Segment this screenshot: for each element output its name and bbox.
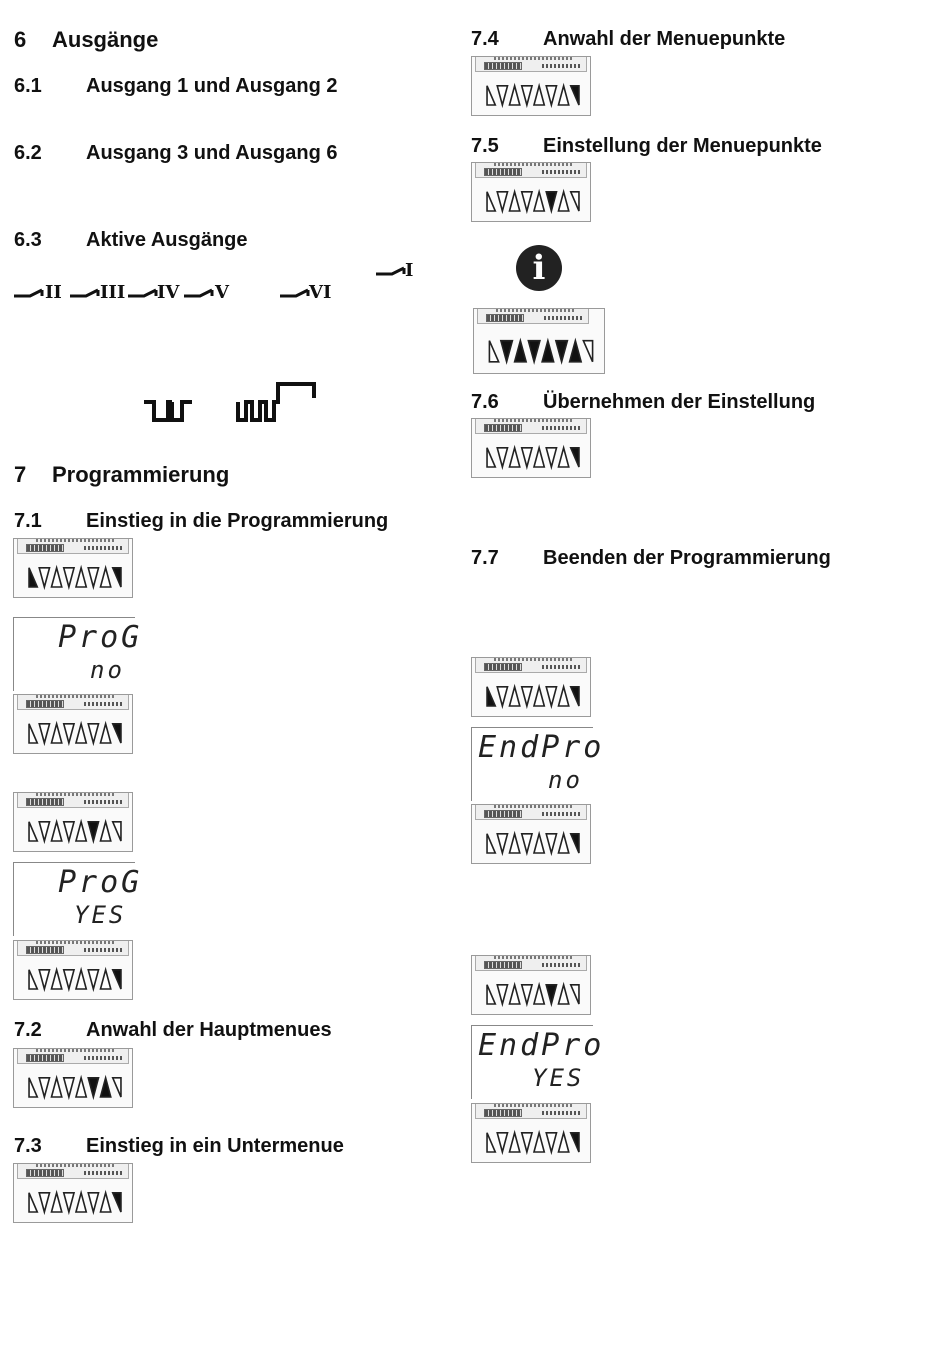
- keypad-key-7: [558, 448, 568, 467]
- heading-7-6: [471, 392, 815, 412]
- section-title: Einstieg in die Programmierung: [86, 510, 389, 532]
- keypad-keys: [472, 419, 592, 479]
- keypad-key-4: [64, 1193, 74, 1212]
- keypad-panel: [13, 1048, 133, 1108]
- keypad-panel: [471, 657, 591, 717]
- section-title: Programmierung: [52, 462, 230, 487]
- keypad-key-3: [515, 341, 527, 362]
- display-line-1: EndPro: [478, 730, 605, 765]
- section-title: Einstieg in ein Untermenue: [86, 1135, 344, 1157]
- keypad-key-8: [113, 822, 121, 841]
- keypad-key-3: [51, 1193, 61, 1212]
- section-number: 7.2: [14, 1019, 42, 1041]
- keypad-key-6: [88, 724, 98, 743]
- keypad-key-3: [509, 86, 519, 105]
- keypad-key-1: [29, 568, 37, 587]
- keypad-key-8: [571, 1133, 579, 1152]
- keypad-key-5: [534, 86, 544, 105]
- keypad-key-4: [64, 1078, 74, 1097]
- keypad-key-4: [528, 341, 540, 362]
- keypad-key-5: [534, 985, 544, 1004]
- section-number: 7.4: [471, 28, 499, 50]
- keypad-key-7: [558, 985, 568, 1004]
- output-label-2: II: [45, 282, 62, 303]
- heading-7-4: [471, 29, 785, 49]
- keypad-keys: [14, 1049, 134, 1109]
- output-label-1: I: [405, 260, 414, 280]
- section-number: 6.2: [14, 142, 42, 164]
- pulse-signal-icons: [142, 380, 322, 424]
- display-line-2: YES: [532, 1064, 585, 1092]
- keypad-keys: [14, 695, 134, 755]
- keypad-key-4: [64, 970, 74, 989]
- keypad-key-4: [522, 1133, 532, 1152]
- keypad-key-1: [487, 687, 495, 706]
- keypad-keys: [14, 793, 134, 853]
- keypad-key-3: [509, 192, 519, 211]
- keypad-key-5: [76, 822, 86, 841]
- keypad-key-1: [487, 448, 495, 467]
- keypad-key-2: [497, 86, 507, 105]
- keypad-keys: [14, 941, 134, 1001]
- keypad-panel: [471, 56, 591, 116]
- keypad-key-7: [558, 192, 568, 211]
- keypad-key-1: [489, 341, 498, 362]
- keypad-key-6: [88, 970, 98, 989]
- keypad-key-6: [546, 834, 556, 853]
- keypad-key-3: [509, 834, 519, 853]
- keypad-key-1: [29, 1193, 37, 1212]
- keypad-key-2: [39, 724, 49, 743]
- section-number: 6.3: [14, 229, 42, 251]
- display-line-2: no: [548, 766, 583, 794]
- output-label-6: VI: [309, 282, 332, 303]
- keypad-keys: [472, 57, 592, 117]
- keypad-key-6: [546, 86, 556, 105]
- keypad-key-4: [522, 834, 532, 853]
- section-number: 7.1: [14, 510, 42, 532]
- keypad-key-3: [509, 687, 519, 706]
- keypad-key-2: [39, 568, 49, 587]
- section-title: Beenden der Programmierung: [543, 547, 831, 569]
- keypad-key-3: [51, 1078, 61, 1097]
- lcd-display-prog-no: [13, 617, 143, 691]
- keypad-key-6: [546, 1133, 556, 1152]
- keypad-key-1: [29, 724, 37, 743]
- heading-7: [14, 464, 229, 486]
- display-line-2: no: [90, 656, 125, 684]
- heading-7-7: [471, 548, 831, 568]
- keypad-key-6: [546, 192, 556, 211]
- keypad-key-7: [100, 724, 110, 743]
- keypad-key-1: [487, 834, 495, 853]
- keypad-key-2: [39, 822, 49, 841]
- keypad-panel: [471, 418, 591, 478]
- section-number: 7.6: [471, 391, 499, 413]
- heading-7-3: [14, 1136, 344, 1156]
- output-1-symbol: [374, 256, 424, 280]
- keypad-key-3: [509, 985, 519, 1004]
- keypad-key-8: [113, 724, 121, 743]
- section-number: 7.7: [471, 547, 499, 569]
- keypad-key-7: [100, 568, 110, 587]
- output-label-5: V: [215, 282, 229, 303]
- keypad-keys: [472, 658, 592, 718]
- keypad-key-1: [487, 192, 495, 211]
- keypad-key-2: [497, 985, 507, 1004]
- keypad-key-7: [558, 1133, 568, 1152]
- keypad-panel: [13, 1163, 133, 1223]
- section-number: 7.5: [471, 135, 499, 157]
- keypad-key-8: [113, 1193, 121, 1212]
- keypad-key-4: [64, 822, 74, 841]
- keypad-keys: [472, 1104, 592, 1164]
- lcd-display-prog-yes: [13, 862, 143, 936]
- section-number: 7.3: [14, 1135, 42, 1157]
- keypad-panel: [13, 792, 133, 852]
- heading-6-3: [14, 230, 248, 250]
- keypad-key-5: [534, 192, 544, 211]
- keypad-key-1: [29, 970, 37, 989]
- output-label-4: IV: [157, 282, 180, 303]
- keypad-key-2: [39, 970, 49, 989]
- keypad-key-5: [542, 341, 554, 362]
- keypad-panel: [471, 1103, 591, 1163]
- section-title: Übernehmen der Einstellung: [543, 391, 816, 413]
- keypad-panel: [13, 538, 133, 598]
- keypad-key-7: [558, 834, 568, 853]
- section-title: Ausgänge: [52, 27, 159, 52]
- section-title: Anwahl der Menuepunkte: [543, 28, 786, 50]
- heading-6: [14, 29, 158, 51]
- keypad-key-2: [497, 448, 507, 467]
- section-number: 6: [14, 27, 27, 52]
- keypad-key-4: [522, 86, 532, 105]
- heading-6-1: [14, 76, 338, 96]
- keypad-key-8: [571, 448, 579, 467]
- keypad-key-6: [88, 822, 98, 841]
- keypad-panel: [471, 162, 591, 222]
- keypad-key-7: [100, 970, 110, 989]
- keypad-key-2: [39, 1193, 49, 1212]
- keypad-key-1: [487, 86, 495, 105]
- keypad-key-5: [534, 1133, 544, 1152]
- keypad-key-8: [113, 1078, 121, 1097]
- keypad-key-5: [76, 1078, 86, 1097]
- keypad-key-7: [100, 822, 110, 841]
- heading-7-5: [471, 136, 822, 156]
- section-title: Ausgang 1 und Ausgang 2: [86, 75, 338, 97]
- lcd-display-endpro-yes: [471, 1025, 605, 1099]
- keypad-panel: [473, 308, 605, 374]
- active-outputs-symbols: [12, 278, 452, 308]
- keypad-key-5: [534, 834, 544, 853]
- keypad-key-7: [100, 1078, 110, 1097]
- keypad-key-1: [487, 985, 495, 1004]
- display-line-1: ProG: [58, 620, 143, 655]
- keypad-key-2: [497, 687, 507, 706]
- keypad-key-3: [509, 448, 519, 467]
- lcd-display-endpro-no: [471, 727, 605, 801]
- keypad-key-8: [571, 985, 579, 1004]
- keypad-key-3: [509, 1133, 519, 1152]
- keypad-key-5: [534, 687, 544, 706]
- keypad-key-3: [51, 724, 61, 743]
- info-icon: i: [516, 245, 562, 291]
- section-title: Ausgang 3 und Ausgang 6: [86, 142, 338, 164]
- keypad-key-8: [571, 834, 579, 853]
- section-title: Einstellung der Menuepunkte: [543, 135, 822, 157]
- keypad-key-8: [571, 86, 579, 105]
- section-number: 6.1: [14, 75, 42, 97]
- keypad-keys: [474, 309, 606, 375]
- heading-7-1: [14, 511, 388, 531]
- keypad-key-8: [583, 341, 592, 362]
- keypad-key-2: [497, 192, 507, 211]
- heading-6-2: [14, 143, 338, 163]
- keypad-key-8: [571, 687, 579, 706]
- keypad-key-4: [522, 687, 532, 706]
- keypad-key-2: [39, 1078, 49, 1097]
- keypad-key-7: [558, 86, 568, 105]
- keypad-panel: [471, 804, 591, 864]
- display-line-1: EndPro: [478, 1028, 605, 1063]
- display-line-2: YES: [74, 901, 127, 929]
- keypad-key-3: [51, 970, 61, 989]
- display-line-1: ProG: [58, 865, 143, 900]
- section-title: Anwahl der Hauptmenues: [86, 1019, 332, 1041]
- heading-7-2: [14, 1020, 332, 1040]
- keypad-key-6: [88, 1078, 98, 1097]
- keypad-key-6: [88, 568, 98, 587]
- section-number: 7: [14, 462, 27, 487]
- keypad-key-1: [29, 1078, 37, 1097]
- keypad-keys: [14, 539, 134, 599]
- keypad-key-8: [113, 568, 121, 587]
- keypad-key-1: [29, 822, 37, 841]
- keypad-key-6: [546, 687, 556, 706]
- keypad-key-7: [558, 687, 568, 706]
- keypad-key-6: [546, 985, 556, 1004]
- keypad-key-4: [64, 568, 74, 587]
- keypad-key-5: [76, 970, 86, 989]
- keypad-key-3: [51, 568, 61, 587]
- keypad-keys: [472, 956, 592, 1016]
- keypad-key-2: [497, 834, 507, 853]
- keypad-key-7: [570, 341, 582, 362]
- keypad-key-4: [522, 985, 532, 1004]
- keypad-key-4: [522, 448, 532, 467]
- keypad-key-5: [76, 1193, 86, 1212]
- keypad-panel: [13, 694, 133, 754]
- keypad-key-6: [546, 448, 556, 467]
- output-label-3: III: [100, 282, 126, 303]
- keypad-key-5: [76, 568, 86, 587]
- keypad-key-5: [534, 448, 544, 467]
- keypad-key-4: [64, 724, 74, 743]
- keypad-key-5: [76, 724, 86, 743]
- keypad-keys: [472, 163, 592, 223]
- keypad-keys: [472, 805, 592, 865]
- keypad-key-4: [522, 192, 532, 211]
- keypad-key-7: [100, 1193, 110, 1212]
- keypad-key-2: [501, 341, 513, 362]
- keypad-key-3: [51, 822, 61, 841]
- keypad-key-1: [487, 1133, 495, 1152]
- keypad-keys: [14, 1164, 134, 1224]
- keypad-key-6: [556, 341, 568, 362]
- keypad-key-2: [497, 1133, 507, 1152]
- keypad-panel: [471, 955, 591, 1015]
- keypad-key-8: [571, 192, 579, 211]
- keypad-key-8: [113, 970, 121, 989]
- keypad-key-6: [88, 1193, 98, 1212]
- keypad-panel: [13, 940, 133, 1000]
- section-title: Aktive Ausgänge: [86, 229, 248, 251]
